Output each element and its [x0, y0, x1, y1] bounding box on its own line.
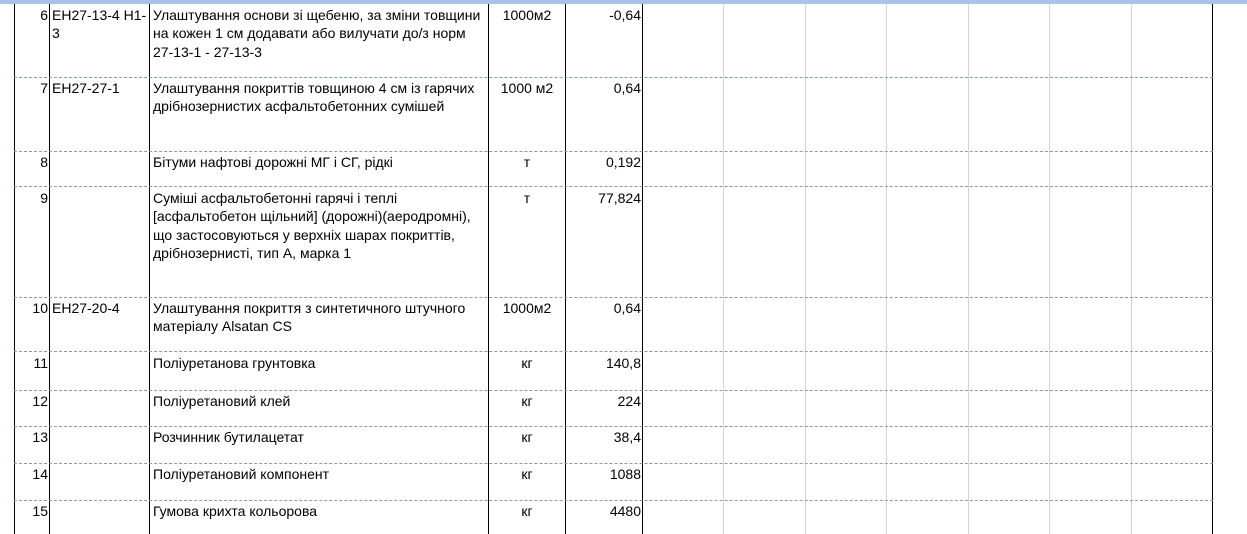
unit: 1000м2 [502, 7, 552, 23]
quantity: 1088 [609, 466, 641, 482]
column-border [1131, 4, 1132, 534]
unit: т [523, 154, 531, 170]
quantity: 224 [617, 393, 641, 409]
row-number: 9 [40, 190, 48, 206]
work-description: Улаштування основи зі щебеню, за зміни товщини на кожен 1 см додавати або вилучати до/з норм 27-13-1 - 27-13-3 [153, 7, 481, 60]
top-edge-bar [0, 0, 1247, 4]
unit: 1000м2 [502, 300, 552, 316]
unit: 1000 м2 [500, 80, 554, 96]
row-separator [14, 426, 1213, 427]
row-number: 10 [32, 300, 48, 316]
row-separator [14, 297, 1213, 298]
row-separator [14, 500, 1213, 501]
column-border [149, 4, 150, 534]
column-border [968, 4, 969, 534]
row-number: 7 [40, 80, 48, 96]
column-border [886, 4, 887, 534]
work-description: Суміші асфальтобетонні гарячі і теплі [асфальтобетон щільний] (дорожні)(аеродромні), що застосовуються у верхніх шарах покриттів, дрібнозернисті, тип А, марка 1 [153, 190, 471, 261]
row-number: 15 [32, 503, 48, 519]
row-separator [14, 186, 1213, 187]
quantity: 140,8 [605, 355, 641, 371]
column-border [642, 4, 643, 534]
work-description: Розчинник бутилацетат [153, 429, 304, 445]
row-number: 14 [32, 466, 48, 482]
work-description: Улаштування покриттів товщиною 4 см із гарячих дрібнозернистих асфальтобетонних сумішей [153, 80, 475, 115]
unit: кг [521, 466, 533, 482]
work-description: Поліуретановий компонент [153, 466, 330, 482]
work-description: Бітуми нафтові дорожні МГ і СГ, рідкі [153, 154, 393, 170]
unit: т [523, 190, 531, 206]
row-number: 11 [33, 355, 48, 371]
work-description: Поліуретановий клей [153, 393, 291, 409]
quantity: 0,192 [605, 154, 641, 170]
row-number: 12 [32, 393, 48, 409]
norm-code: ЕН27-27-1 [52, 80, 120, 96]
quantity: 77,824 [598, 190, 641, 206]
row-separator [14, 77, 1213, 78]
unit: кг [521, 429, 533, 445]
quantity: 0,64 [613, 80, 641, 96]
column-border [49, 4, 50, 534]
work-description: Поліуретанова грунтовка [153, 355, 316, 371]
quantity: 4480 [609, 503, 641, 519]
row-separator [14, 390, 1213, 391]
row-number: 8 [40, 154, 48, 170]
unit: кг [521, 393, 533, 409]
column-border [805, 4, 806, 534]
row-number: 13 [32, 429, 48, 445]
column-border [723, 4, 724, 534]
unit: кг [521, 355, 533, 371]
norm-code: ЕН27-13-4 Н1-3 [52, 7, 147, 42]
row-separator [14, 351, 1213, 352]
column-border [1049, 4, 1050, 534]
quantity: -0,64 [609, 7, 641, 23]
work-description: Улаштування покриття з синтетичного штучного матеріалу Alsatan CS [153, 300, 466, 335]
quantity: 0,64 [613, 300, 641, 316]
norm-code: ЕН27-20-4 [52, 300, 120, 316]
work-description: Гумова крихта кольорова [153, 503, 318, 519]
unit: кг [521, 503, 533, 519]
row-separator [14, 151, 1213, 152]
quantity: 38,4 [613, 429, 641, 445]
row-separator [14, 463, 1213, 464]
column-border [1212, 4, 1213, 534]
row-number: 6 [40, 7, 48, 23]
